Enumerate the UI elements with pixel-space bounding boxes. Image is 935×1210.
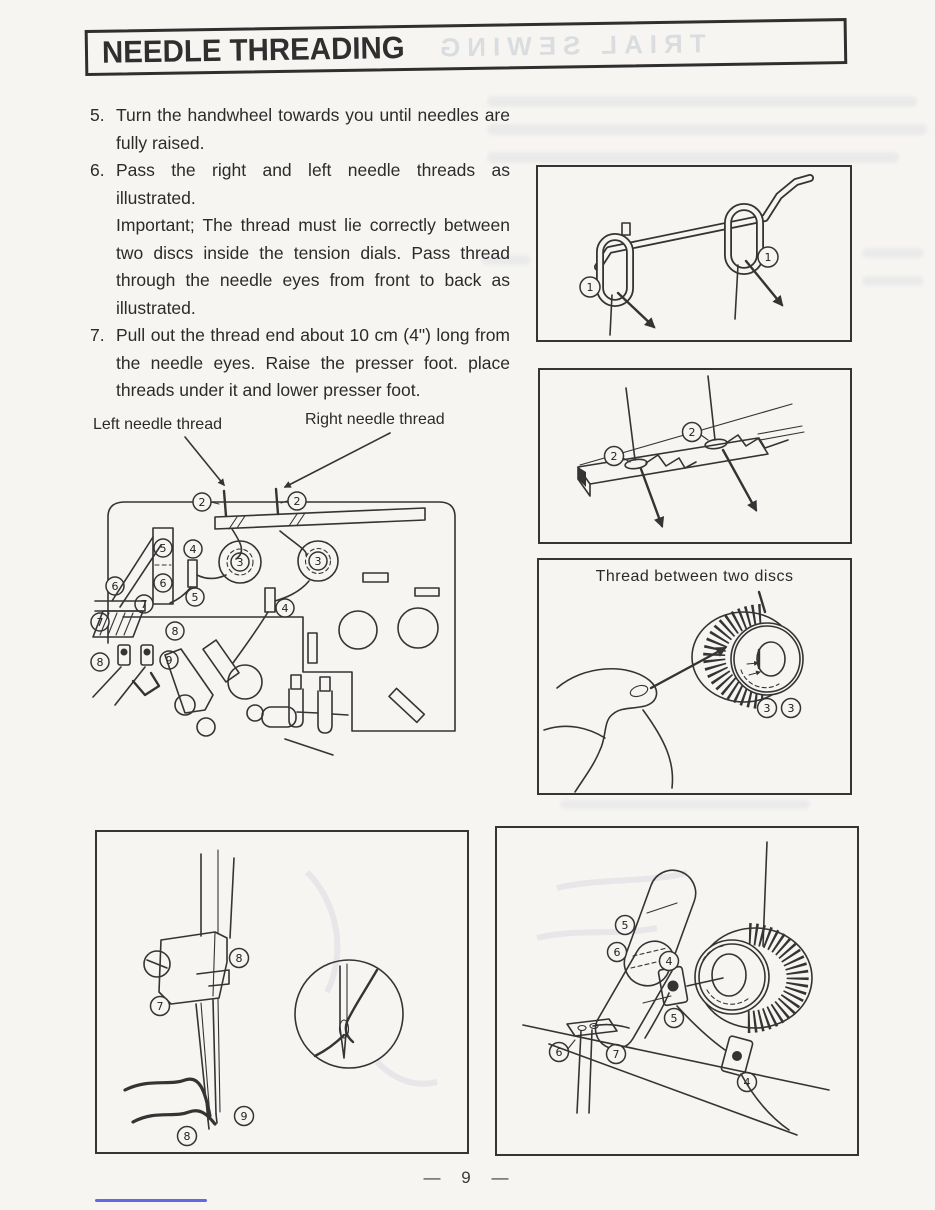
callout-4 [184, 540, 202, 558]
svg-text:9: 9 [165, 654, 173, 667]
step-6 [90, 157, 510, 212]
thread-guide-bar [215, 508, 425, 529]
svg-text:8: 8 [235, 952, 243, 965]
callout-5 [186, 588, 204, 606]
step-7 [90, 322, 510, 405]
left-needle-thread-label: Left needle thread [93, 416, 222, 433]
figure-needle-closeup [95, 830, 469, 1154]
finger [557, 669, 657, 792]
callout-5 [154, 539, 172, 557]
callout-6 [154, 574, 172, 592]
bleedthrough-smudge [560, 800, 810, 809]
figure-thread-guide-loops [536, 165, 852, 342]
step-6-important: Important; The thread must lie correctly between two discs inside the tension dials. Pass thread through the needle eyes from front to back as illustrated. [116, 215, 510, 318]
bleedthrough-smudge [487, 152, 899, 163]
callout-5 [665, 1009, 684, 1028]
needle-closeup-art [97, 832, 467, 1152]
svg-text:3: 3 [787, 702, 795, 715]
right-needle-thread-label: Right needle thread [305, 411, 445, 428]
right-thread-pin [276, 489, 278, 514]
figure-plate-guide [538, 368, 852, 544]
needle-eye-magnifier [295, 960, 403, 1068]
svg-text:3: 3 [236, 556, 244, 569]
svg-text:5: 5 [159, 542, 167, 555]
page-title: NEEDLE THREADING [101, 29, 405, 70]
callout-2 [288, 492, 306, 510]
svg-text:6: 6 [159, 577, 167, 590]
svg-text:9: 9 [240, 1110, 248, 1123]
svg-text:6: 6 [613, 946, 621, 959]
callout-8 [230, 949, 249, 968]
svg-text:5: 5 [670, 1012, 678, 1025]
dial-knob [339, 611, 377, 649]
left-thread-pin [224, 491, 226, 516]
thread-guide [188, 560, 197, 587]
callout-2 [193, 493, 211, 511]
step-5 [90, 102, 510, 157]
svg-text:1: 1 [586, 281, 594, 294]
callout-8 [91, 653, 109, 671]
scan-artifact-line [95, 1199, 207, 1202]
thread-hole [624, 458, 647, 470]
svg-text:5: 5 [621, 919, 629, 932]
callout-8 [166, 622, 184, 640]
bleedthrough-smudge [862, 248, 924, 258]
step-number: 5. [90, 105, 105, 125]
svg-text:3: 3 [763, 702, 771, 715]
svg-text:2: 2 [688, 426, 696, 439]
dial-knob [398, 608, 438, 648]
svg-text:2: 2 [293, 495, 301, 508]
step-text: Pass the right and left needle threads as illustrated. [116, 160, 510, 208]
bleedthrough-title: TRIAL SEWING [432, 28, 706, 63]
bleedthrough-smudge [862, 276, 924, 286]
callout-7 [607, 1045, 626, 1064]
thread [315, 1035, 344, 1056]
svg-text:6: 6 [111, 580, 119, 593]
svg-text:2: 2 [198, 496, 206, 509]
svg-text:7: 7 [156, 1000, 164, 1013]
thread [577, 1031, 581, 1113]
right-needle [213, 1000, 216, 1114]
thread-guide [265, 588, 275, 612]
thread [708, 376, 715, 440]
callout-8 [178, 1127, 197, 1146]
svg-text:1: 1 [764, 251, 772, 264]
page-number: — 9 — [423, 1168, 512, 1187]
callout-4 [276, 599, 294, 617]
figure-tension-disc [537, 558, 852, 795]
thread [677, 1006, 725, 1050]
thread [589, 1030, 592, 1113]
callout-3 [782, 699, 801, 718]
svg-text:7: 7 [612, 1048, 620, 1061]
step-text: Pull out the thread end about 10 cm (4") long from the needle eyes. Raise the presser foot. place threads under it and lower presser foot. [116, 325, 510, 400]
callout-2 [605, 447, 624, 466]
bleedthrough-smudge [487, 124, 927, 135]
svg-text:2: 2 [610, 450, 618, 463]
callout-3 [309, 552, 327, 570]
thread [626, 388, 635, 460]
instructions [90, 102, 510, 405]
callout-1 [580, 277, 600, 297]
step-text: Turn the handwheel towards you until needles are fully raised. [116, 105, 510, 153]
callout-2 [683, 423, 702, 442]
step-number: 7. [90, 325, 105, 345]
thread [763, 842, 767, 946]
take-up-lever [588, 864, 702, 1056]
thread [133, 1111, 215, 1124]
svg-text:5: 5 [191, 591, 199, 604]
plate-guide-art [540, 370, 850, 542]
svg-text:3: 3 [314, 555, 322, 568]
svg-text:4: 4 [665, 955, 673, 968]
figure-takeup-tension [495, 826, 859, 1156]
callout-7 [151, 997, 170, 1016]
svg-text:7: 7 [140, 598, 148, 611]
figure-main-threading-diagram [85, 403, 483, 803]
title-box [85, 18, 848, 76]
svg-text:4: 4 [281, 602, 289, 615]
takeup-tension-art [497, 828, 857, 1154]
svg-text:4: 4 [743, 1076, 751, 1089]
svg-text:8: 8 [171, 625, 179, 638]
figure-caption: Thread between two discs [595, 568, 794, 585]
callout-3 [758, 699, 777, 718]
svg-text:6: 6 [555, 1046, 563, 1059]
svg-text:7: 7 [96, 616, 104, 629]
svg-text:8: 8 [96, 656, 104, 669]
tension-disc-art [539, 560, 850, 793]
callout-4 [738, 1073, 757, 1092]
callout-4 [660, 952, 679, 971]
svg-text:4: 4 [189, 543, 197, 556]
thread [346, 970, 377, 1042]
svg-text:8: 8 [183, 1130, 191, 1143]
thread-guide-loops-art [538, 167, 850, 340]
callout-9 [235, 1107, 254, 1126]
callout-5 [616, 916, 635, 935]
step-number: 6. [90, 160, 105, 180]
bleedthrough-smudge [487, 96, 917, 107]
callout-6 [608, 943, 627, 962]
callout-7 [91, 613, 109, 631]
callout-1 [758, 247, 778, 267]
